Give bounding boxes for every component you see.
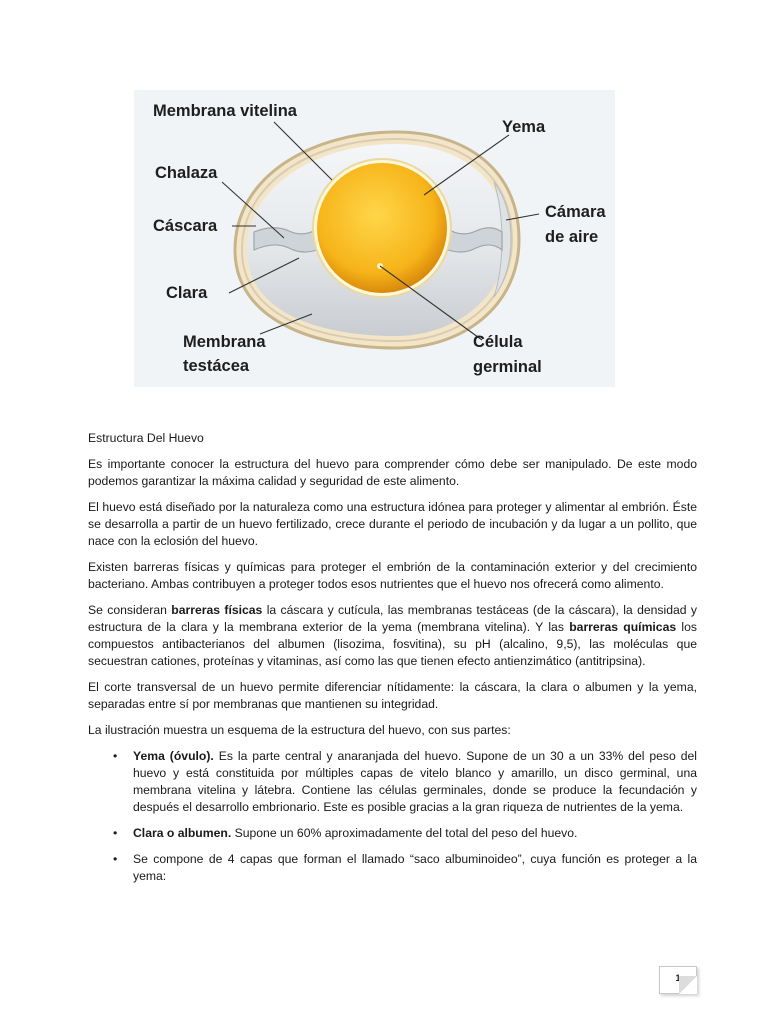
paragraph: Es importante conocer la estructura del huevo para comprender cómo debe ser manipulado. De este modo podemos garantizar la máxima calidad y seguridad de este alimento. (88, 457, 697, 488)
paragraph: La ilustración muestra un esquema de la estructura del huevo, con sus partes: (88, 723, 511, 737)
text-run: la cáscara y cutícula, las membranas testáceas (de la cáscara), la densidad y estructura de la clara y la membrana exterior de la yema (membrana vitelina). Y las (88, 603, 697, 634)
bold-term: barreras químicas (569, 620, 677, 634)
label-membrana-vitelina: Membrana vitelina (153, 102, 297, 120)
page-number-box (659, 966, 697, 994)
barriers-paragraph (88, 602, 697, 670)
label-yema: Yema (502, 118, 546, 136)
section-heading: Estructura Del Huevo (88, 431, 204, 445)
bold-term: barreras físicas (171, 603, 263, 617)
bullet-icon: • (113, 826, 118, 840)
text-run: Supone un 60% aproximadamente del total del peso del huevo. (231, 826, 578, 840)
list-item (88, 825, 697, 842)
label-camara-de-aire-2: de aire (545, 228, 599, 246)
paragraph: El huevo está diseñado por la naturaleza como una estructura idónea para proteger y alimentar al embrión. Éste se desarrolla a partir de un huevo fertilizado, crece durante el periodo de incubación y da lugar a un pollito, que nace con la eclosión del huevo. (88, 500, 697, 548)
paragraph: El corte transversal de un huevo permite diferenciar nítidamente: la cáscara, la clara o albumen y la yema, separadas entre sí por membranas que mantienen su integridad. (88, 680, 697, 711)
list-item (88, 851, 697, 885)
egg-diagram (134, 90, 615, 387)
bold-term: Yema (óvulo). (133, 749, 214, 763)
paragraph: Existen barreras físicas y químicas para proteger el embrión de la contaminación exterior y del crecimiento bacteriano. Ambas contribuyen a proteger todos esos nutrientes que el huevo nos ofrecerá como alimento. (88, 560, 697, 591)
label-chalaza: Chalaza (155, 164, 218, 182)
text-run: los compuestos antibacterianos del albumen (lisozima, fosvitina), su pH (alcalino, 9,5), las moléculas que secuestran cationes, proteínas y vitaminas, así como las que tienen efecto antienzimático (antitripsina). (88, 620, 697, 668)
page-curl-icon (679, 976, 697, 994)
label-celula-germinal-1: Célula (473, 333, 523, 351)
label-clara: Clara (166, 284, 208, 302)
text-run: Es la parte central y anaranjada del huevo. Supone de un 30 a un 33% del peso del huevo y está constituida por múltiples capas de vitelo blanco y amarillo, un disco germinal, una membrana vitelina y látebra. Contiene las células germinales, donde se produce la fecundación y después el desarrollo embrionario. Este es posible gracias a la gran riqueza de nutrientes de la yema. (133, 749, 697, 814)
bold-term: Clara o albumen. (133, 826, 232, 840)
page-number: 1 (675, 973, 681, 983)
bullet-icon: • (113, 749, 118, 763)
document-body (88, 430, 697, 894)
label-celula-germinal-2: germinal (473, 358, 542, 376)
bullet-icon: • (113, 852, 118, 866)
label-camara-de-aire-1: Cámara (545, 203, 606, 221)
text-run: Se compone de 4 capas que forman el llamado “saco albuminoideo”, cuya función es proteger a la yema: (133, 852, 697, 883)
text-run: Se consideran (88, 603, 172, 617)
egg-parts-list (88, 748, 697, 885)
label-membrana-testacea-1: Membrana (183, 333, 266, 351)
label-membrana-testacea-2: testácea (183, 357, 250, 375)
label-cascara: Cáscara (153, 217, 218, 235)
yolk (317, 163, 447, 293)
egg-structure-illustration (134, 90, 615, 387)
list-item (88, 748, 697, 816)
